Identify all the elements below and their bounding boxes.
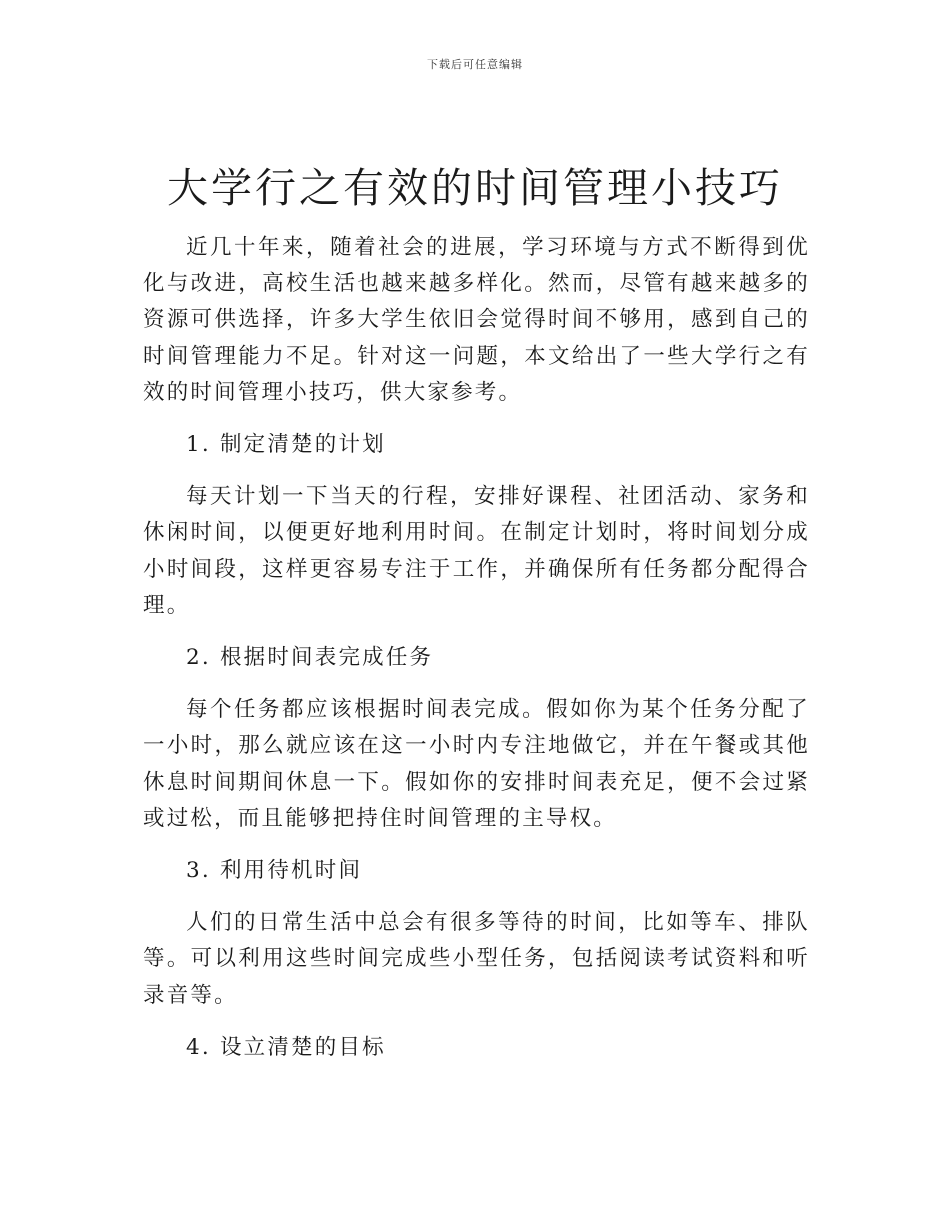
section-heading-2: 2. 根据时间表完成任务 [186,645,434,671]
section-heading-1: 1. 制定清楚的计划 [186,432,386,458]
document-body [143,230,810,1082]
section-heading-3: 3. 利用待机时间 [186,858,363,884]
section-body-1: 每天计划一下当天的行程，安排好课程、社团活动、家务和休闲时间，以便更好地利用时间。在制定计划时，将时间划分成小时间段，这样更容易专注于工作，并确保所有任务都分配得合理。 [143,484,810,618]
intro-paragraph: 近几十年来，随着社会的进展，学习环境与方式不断得到优化与改进，高校生活也越来越多样化。然而，尽管有越来越多的资源可供选择，许多大学生依旧会觉得时间不够用，感到自己的时间管理能力不足。针对这一问题，本文给出了一些大学行之有效的时间管理小技巧，供大家参考。 [143,235,810,405]
section-heading-4: 4. 设立清楚的目标 [186,1034,386,1060]
header-note: 下载后可任意编辑 [427,58,523,71]
document-title: 大学行之有效的时间管理小技巧 [167,164,783,212]
section-body-2: 每个任务都应该根据时间表完成。假如你为某个任务分配了一小时，那么就应该在这一小时内专注地做它，并在午餐或其他休息时间期间休息一下。假如你的安排时间表充足，便不会过紧或过松，而且能够把持住时间管理的主导权。 [143,697,810,831]
section-body-3: 人们的日常生活中总会有很多等待的时间，比如等车、排队等。可以利用这些时间完成些小型任务，包括阅读考试资料和听录音等。 [143,910,810,1008]
